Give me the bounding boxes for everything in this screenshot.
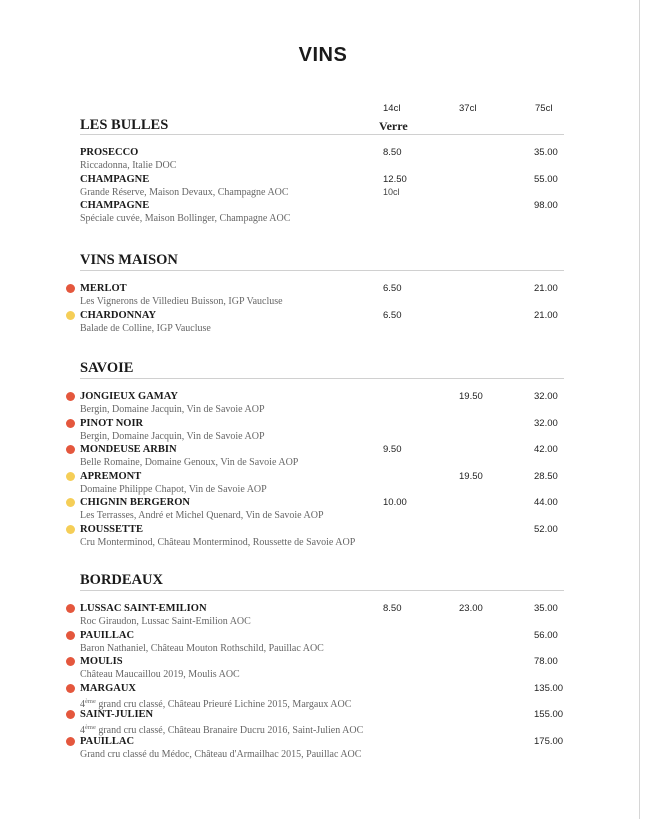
price-37cl: 23.00: [459, 603, 483, 614]
price-75cl: 35.00: [534, 147, 558, 158]
price-75cl: 78.00: [534, 656, 558, 667]
red-wine-dot-icon: [66, 657, 75, 666]
section-title: LES BULLES: [80, 117, 169, 133]
wine-name: PAUILLAC: [80, 735, 135, 747]
wine-name: CHAMPAGNE: [80, 173, 150, 185]
wine-name: PAUILLAC: [80, 629, 135, 641]
section-title: SAVOIE: [80, 360, 134, 376]
price-75cl: 35.00: [534, 603, 558, 614]
section-title: VINS MAISON: [80, 252, 178, 268]
wine-name: CHIGNIN BERGERON: [80, 497, 190, 508]
section-divider: [80, 590, 564, 591]
section-divider: [80, 134, 564, 135]
wine-description: Grand cru classé du Médoc, Château d'Armailhac 2015, Pauillac AOC: [80, 748, 362, 760]
section-title: BORDEAUX: [80, 572, 163, 588]
red-wine-dot-icon: [66, 710, 75, 719]
red-wine-dot-icon: [66, 684, 75, 693]
price-75cl: 155.00: [534, 709, 564, 720]
wine-description-sup: ème: [85, 724, 96, 731]
wine-name: JONGIEUX GAMAY: [80, 391, 178, 402]
wine-description: Grande Réserve, Maison Devaux, Champagne AOC: [80, 186, 289, 198]
price-14cl: 9.50: [383, 444, 402, 455]
wine-name: MOULIS: [80, 656, 123, 667]
wine-item: [0, 199, 646, 226]
column-header-verre: Verre: [379, 119, 408, 133]
price-14cl: 8.50: [383, 603, 402, 614]
red-wine-dot-icon: [66, 445, 75, 454]
column-header-75cl: 75cl: [535, 103, 553, 114]
white-wine-dot-icon: [66, 472, 75, 481]
wine-item: [0, 470, 646, 497]
wine-item: [0, 523, 646, 550]
wine-name: PROSECCO: [80, 147, 139, 158]
wine-name: PINOT NOIR: [80, 417, 144, 429]
wine-name: CHAMPAGNE: [80, 200, 150, 211]
wine-item: [0, 173, 646, 200]
wine-name: LUSSAC SAINT-EMILION: [80, 603, 207, 614]
wine-item: [0, 443, 646, 470]
wine-description: Balade de Colline, IGP Vaucluse: [80, 322, 211, 334]
wine-name: MONDEUSE ARBIN: [80, 444, 177, 455]
wine-item: [0, 496, 646, 523]
wine-name: SAINT-JULIEN: [80, 709, 154, 720]
price-75cl: 21.00: [534, 283, 558, 294]
wine-item: [0, 282, 646, 309]
price-75cl: 32.00: [534, 417, 558, 429]
white-wine-dot-icon: [66, 311, 75, 320]
wine-description: Cru Monterminod, Château Monterminod, Roussette de Savoie AOP: [80, 536, 356, 548]
page-title: VINS: [298, 44, 348, 66]
wine-item: [0, 602, 646, 629]
wine-description: Belle Romaine, Domaine Genoux, Vin de Savoie AOP: [80, 457, 299, 468]
price-75cl: 56.00: [534, 629, 558, 641]
wine-name: ROUSSETTE: [80, 523, 144, 535]
red-wine-dot-icon: [66, 604, 75, 613]
wine-item: [0, 390, 646, 417]
price-14cl: 6.50: [383, 283, 402, 294]
section-divider: [80, 378, 564, 379]
white-wine-dot-icon: [66, 525, 75, 534]
wine-description: Domaine Philippe Chapot, Vin de Savoie AOP: [80, 483, 267, 495]
price-75cl: 52.00: [534, 523, 558, 535]
price-37cl: 19.50: [459, 391, 483, 402]
wine-item: [0, 146, 646, 173]
wine-description-rest: grand cru classé, Château Branaire Ducru 2016, Saint-Julien AOC: [95, 725, 364, 736]
price-75cl: 28.50: [534, 470, 558, 482]
wine-description: Bergin, Domaine Jacquin, Vin de Savoie AOP: [80, 404, 265, 415]
wine-description: Les Vignerons de Villedieu Buisson, IGP Vaucluse: [80, 296, 283, 307]
wine-item: [0, 735, 646, 762]
price-75cl: 42.00: [534, 444, 558, 455]
red-wine-dot-icon: [66, 284, 75, 293]
price-75cl: 21.00: [534, 309, 558, 321]
price-75cl: 98.00: [534, 200, 558, 211]
wine-item: [0, 682, 646, 709]
wine-name: CHARDONNAY: [80, 309, 157, 321]
wine-item: [0, 655, 646, 682]
price-14cl: 8.50: [383, 147, 402, 158]
wine-description: Les Terrasses, André et Michel Quenard, Vin de Savoie AOP: [80, 510, 324, 521]
price-37cl: 19.50: [459, 470, 483, 482]
price-14cl: 10.00: [383, 497, 407, 508]
section-divider: [80, 270, 564, 271]
price-size-note: 10cl: [383, 186, 400, 197]
price-75cl: 44.00: [534, 497, 558, 508]
wine-description: Riccadonna, Italie DOC: [80, 160, 177, 171]
price-75cl: 135.00: [534, 682, 564, 694]
wine-name: MARGAUX: [80, 682, 136, 694]
wine-item: [0, 417, 646, 444]
wine-description: Baron Nathaniel, Château Mouton Rothschild, Pauillac AOC: [80, 642, 324, 654]
wine-name: MERLOT: [80, 283, 127, 294]
wine-item: [0, 309, 646, 336]
price-75cl: 55.00: [534, 173, 558, 185]
wine-description: Spéciale cuvée, Maison Bollinger, Champagne AOC: [80, 213, 291, 224]
column-header-37cl: 37cl: [459, 103, 477, 114]
wine-description: Château Maucaillou 2019, Moulis AOC: [80, 669, 240, 680]
wine-description: Roc Giraudon, Lussac Saint-Emilion AOC: [80, 616, 251, 627]
price-75cl: 32.00: [534, 391, 558, 402]
column-header-14cl: 14cl: [383, 103, 401, 114]
wine-description-sup: ème: [85, 697, 96, 705]
red-wine-dot-icon: [66, 737, 75, 746]
wine-item: [0, 629, 646, 656]
price-14cl: 12.50: [383, 173, 407, 185]
white-wine-dot-icon: [66, 498, 75, 507]
wine-name: APREMONT: [80, 470, 142, 482]
red-wine-dot-icon: [66, 631, 75, 640]
price-75cl: 175.00: [534, 735, 564, 747]
red-wine-dot-icon: [66, 392, 75, 401]
wine-description-number: 4: [80, 698, 85, 710]
wine-item: [0, 708, 646, 735]
wine-description-rest: grand cru classé, Château Prieuré Lichine 2015, Margaux AOC: [95, 698, 352, 710]
wine-description: Bergin, Domaine Jacquin, Vin de Savoie AOP: [80, 430, 265, 442]
red-wine-dot-icon: [66, 419, 75, 428]
price-14cl: 6.50: [383, 309, 402, 321]
wine-description-number: 4: [80, 725, 85, 736]
